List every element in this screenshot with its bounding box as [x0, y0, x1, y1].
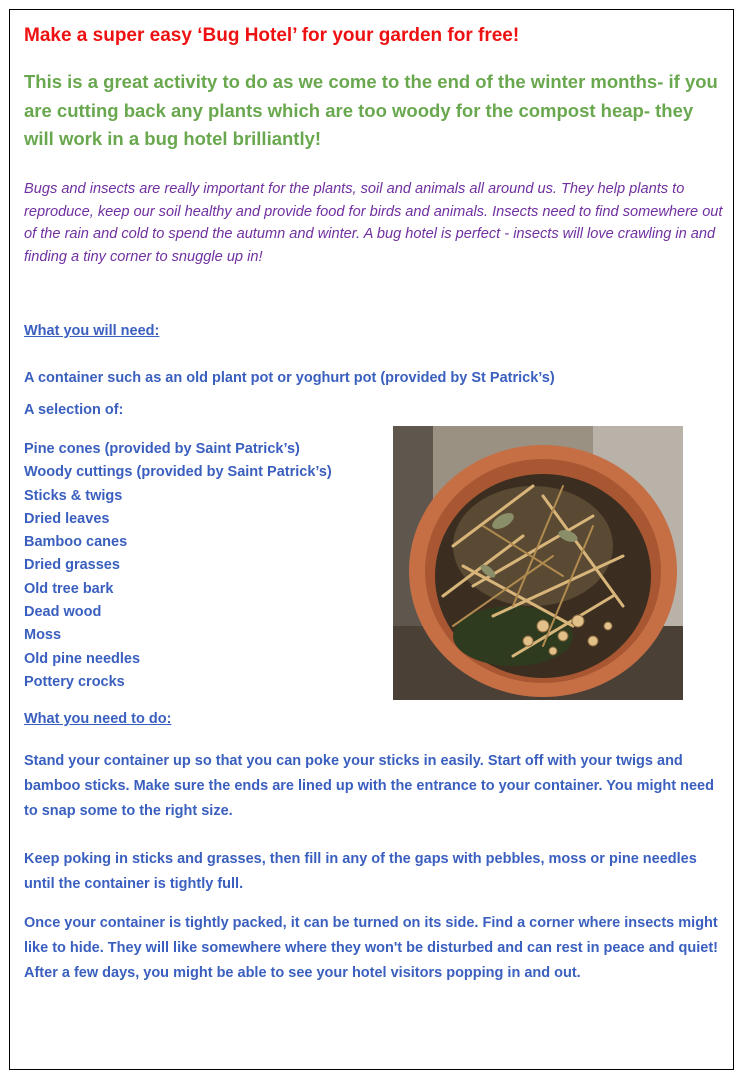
selection-label: A selection of: [24, 402, 124, 418]
bug-hotel-photo [393, 426, 683, 700]
page-subtitle: This is a great activity to do as we come to the end of the winter months- if you are cutting back any plants which are too woody for the compost heap- they will work in a bug hotel brilliantly! [24, 71, 718, 149]
page-title: Make a super easy ‘Bug Hotel’ for your garden for free! [24, 25, 520, 46]
list-item: Old tree bark [24, 580, 114, 597]
list-item: Bamboo canes [24, 534, 128, 551]
container-line: A container such as an old plant pot or yoghurt pot (provided by St Patrick’s) [24, 370, 555, 386]
instructions-heading: What you need to do: [24, 711, 172, 727]
list-item: Sticks & twigs [24, 487, 123, 504]
step-paragraph-2: Keep poking in sticks and grasses, then fill in any of the gaps with pebbles, moss or pine needles until the container is tightly full. [24, 851, 697, 892]
document-page [9, 9, 734, 1070]
needs-heading: What you will need: [24, 323, 160, 339]
list-item: Dried leaves [24, 510, 110, 527]
list-item: Dried grasses [24, 557, 120, 574]
list-item: Pottery crocks [24, 673, 125, 690]
list-item: Moss [24, 627, 62, 644]
list-item: Dead wood [24, 604, 102, 621]
materials-list [24, 438, 332, 694]
list-item: Pine cones (provided by Saint Patrick’s) [24, 441, 300, 457]
list-item: Woody cuttings (provided by Saint Patrick’s) [24, 464, 332, 481]
intro-paragraph: Bugs and insects are really important for the plants, soil and animals all around us. They help plants to reproduce, keep our soil healthy and provide food for birds and animals. Insects need to find somewhere out of the rain and cold to spend the autumn and winter. A bug hotel is perfect - insects will love crawling in and finding a tiny corner to snuggle up in! [24, 181, 723, 265]
step-paragraph-3: Once your container is tightly packed, it can be turned on its side. Find a corner where insects might like to hide. They will like somewhere where they won't be disturbed and can rest in peace and quiet! After a few days, you might be able to see your hotel visitors popping in and out. [24, 915, 718, 981]
step-paragraph-1: Stand your container up so that you can poke your sticks in easily. Start off with your twigs and bamboo sticks. Make sure the ends are lined up with the entrance to your container. You might need to snap some to the right size. [24, 753, 714, 819]
list-item: Old pine needles [24, 650, 141, 667]
